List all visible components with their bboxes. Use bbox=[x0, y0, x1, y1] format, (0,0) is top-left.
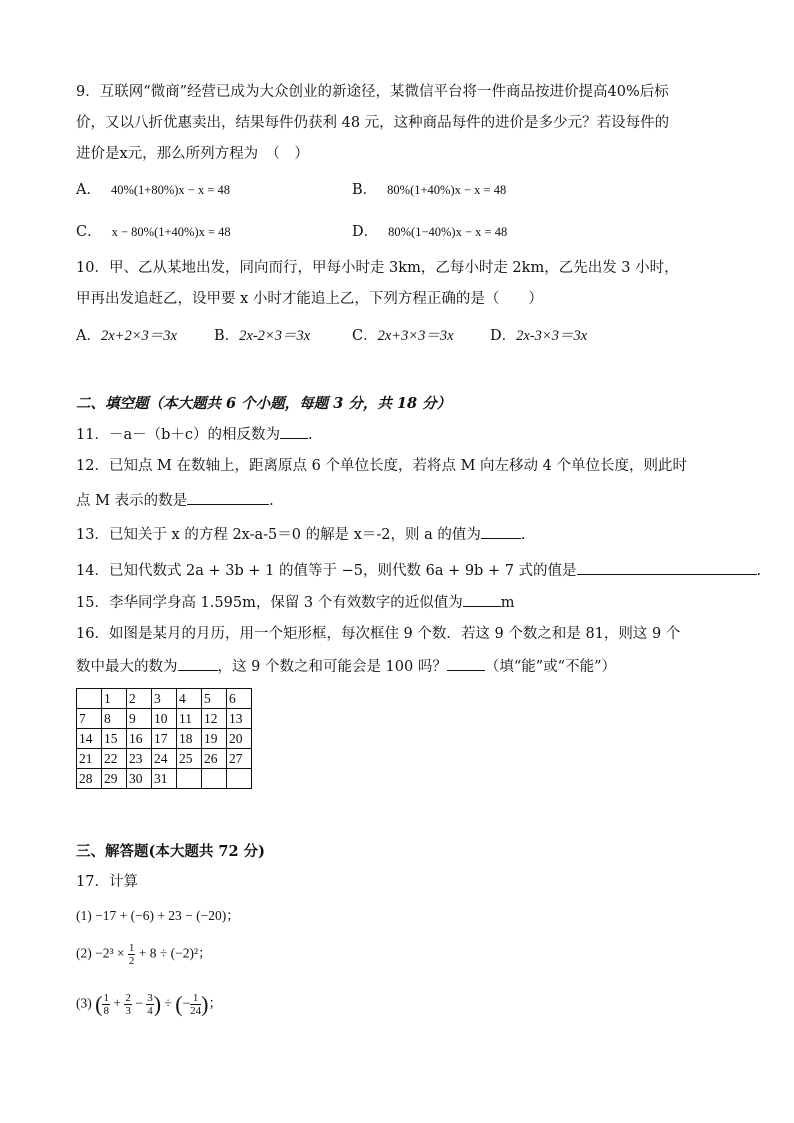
calendar-cell: 9 bbox=[127, 709, 152, 729]
calendar-cell: 25 bbox=[177, 749, 202, 769]
q15: 15．李华同学身高 1.595m，保留 3 个有效数字的近似值为 m bbox=[76, 592, 515, 613]
q12-line1: 12．已知点 M 在数轴上，距离原点 6 个单位长度，若将点 M 向左移动 4 个单位长度，则此时 bbox=[76, 458, 687, 474]
calendar-cell bbox=[177, 769, 202, 789]
q16-answer-blank-2[interactable] bbox=[447, 656, 485, 671]
calendar-cell: 20 bbox=[227, 729, 252, 749]
calendar-cell: 23 bbox=[127, 749, 152, 769]
calendar-row bbox=[77, 729, 252, 749]
calendar-cell: 19 bbox=[202, 729, 227, 749]
section2-title: 二、填空题（本大题共 6 个小题，每题 3 分，共 18 分） bbox=[76, 395, 452, 412]
calendar-cell: 28 bbox=[77, 769, 102, 789]
calendar-cell: 5 bbox=[202, 689, 227, 709]
calendar-cell: 10 bbox=[152, 709, 177, 729]
q11-answer-blank[interactable] bbox=[280, 424, 308, 439]
calendar-cell: 17 bbox=[152, 729, 177, 749]
q9-option-c[interactable]: C． x − 80%(1+40%)x = 48 bbox=[76, 224, 231, 240]
q13: 13．已知关于 x 的方程 2x-a-5＝0 的解是 x＝-2，则 a 的值为 . bbox=[76, 524, 526, 545]
calendar-cell: 21 bbox=[77, 749, 102, 769]
q10-option-b[interactable]: B．2x-2×3＝3x bbox=[214, 328, 311, 344]
calendar-row bbox=[77, 749, 252, 769]
calendar-cell: 8 bbox=[102, 709, 127, 729]
calendar-cell: 1 bbox=[102, 689, 127, 709]
q10-line2: 甲再出发追赶乙，设甲要 x 小时才能追上乙，下列方程正确的是（ ） bbox=[76, 291, 543, 307]
calendar-cell: 3 bbox=[152, 689, 177, 709]
q12-line2: 点 M 表示的数是 . bbox=[76, 490, 274, 511]
section3-title: 三、解答题(本大题共 72 分) bbox=[76, 843, 265, 860]
q10-option-a[interactable]: A．2x+2×3＝3x bbox=[76, 328, 177, 344]
calendar-row bbox=[77, 689, 252, 709]
q14: 14．已知代数式 2a + 3b + 1 的值等于 −5，则代数 6a + 9b + 7 式的值是 . bbox=[76, 560, 761, 581]
q17-part1: (1) −17 + (−6) + 23 − (−20)； bbox=[76, 908, 240, 923]
q16-answer-blank-1[interactable] bbox=[178, 656, 218, 671]
calendar-cell: 22 bbox=[102, 749, 127, 769]
calendar-cell: 16 bbox=[127, 729, 152, 749]
q9-option-b[interactable]: B． 80%(1+40%)x − x = 48 bbox=[352, 182, 507, 198]
calendar-cell bbox=[77, 689, 102, 709]
q15-answer-blank[interactable] bbox=[463, 592, 501, 607]
q12-answer-blank[interactable] bbox=[187, 490, 269, 505]
calendar-row bbox=[77, 709, 252, 729]
q16-line2: 数中最大的数为 ，这 9 个数之和可能会是 100 吗？ （填“能”或“不能”） bbox=[76, 656, 616, 677]
q10-option-c[interactable]: C．2x+3×3＝3x bbox=[352, 328, 454, 344]
calendar-cell: 12 bbox=[202, 709, 227, 729]
q17-part2: (2) −2³ × $\frac{1}{2}$ + 8 ÷ (−2)²； bbox=[76, 942, 212, 967]
calendar-cell: 6 bbox=[227, 689, 252, 709]
q10-option-d[interactable]: D．2x-3×3＝3x bbox=[490, 328, 588, 344]
q16-line1: 16．如图是某月的月历，用一个矩形框，每次框住 9 个数．若这 9 个数之和是 81，则这 9 个 bbox=[76, 626, 681, 642]
calendar-cell: 31 bbox=[152, 769, 177, 789]
calendar-cell: 29 bbox=[102, 769, 127, 789]
calendar-cell: 30 bbox=[127, 769, 152, 789]
calendar-cell: 14 bbox=[77, 729, 102, 749]
q17-part3: (3) ( $\frac{1}{8}$ + $\frac{2}{3}$ − $\frac{3}{4}$ ) ÷ (− $\frac{1}{24}$ )； bbox=[76, 991, 222, 1017]
calendar-cell: 7 bbox=[77, 709, 102, 729]
calendar-cell: 24 bbox=[152, 749, 177, 769]
q11: 11．－a－（b＋c）的相反数为 . bbox=[76, 424, 313, 445]
q9-line3: 进价是x元，那么所列方程为 （ ） bbox=[76, 146, 309, 162]
q14-answer-blank[interactable] bbox=[577, 560, 757, 575]
q9-option-d[interactable]: D． 80%(1−40%)x − x = 48 bbox=[352, 224, 508, 240]
q9-line1: 9．互联网“微商”经营已成为大众创业的新途径，某微信平台将一件商品按进价提高40%后标 bbox=[76, 84, 669, 100]
calendar-cell: 2 bbox=[127, 689, 152, 709]
calendar-cell bbox=[202, 769, 227, 789]
fraction-1-2: $\frac{1}{2}$ bbox=[128, 942, 135, 967]
calendar-row bbox=[77, 769, 252, 789]
q13-answer-blank[interactable] bbox=[481, 524, 521, 539]
calendar-cell: 27 bbox=[227, 749, 252, 769]
calendar-cell: 11 bbox=[177, 709, 202, 729]
q9-option-a[interactable]: A． 40%(1+80%)x − x = 48 bbox=[76, 182, 231, 198]
calendar-cell bbox=[227, 769, 252, 789]
calendar-cell: 15 bbox=[102, 729, 127, 749]
calendar-table bbox=[76, 688, 252, 789]
calendar-cell: 18 bbox=[177, 729, 202, 749]
calendar-cell: 4 bbox=[177, 689, 202, 709]
q17-title: 17．计算 bbox=[76, 874, 138, 890]
q9-line2: 价，又以八折优惠卖出，结果每件仍获利 48 元，这种商品每件的进价是多少元？若设每件的 bbox=[76, 115, 670, 131]
calendar-cell: 13 bbox=[227, 709, 252, 729]
q10-line1: 10．甲、乙从某地出发，同向而行，甲每小时走 3km，乙每小时走 2km，乙先出发 3 小时， bbox=[76, 260, 679, 276]
calendar-cell: 26 bbox=[202, 749, 227, 769]
